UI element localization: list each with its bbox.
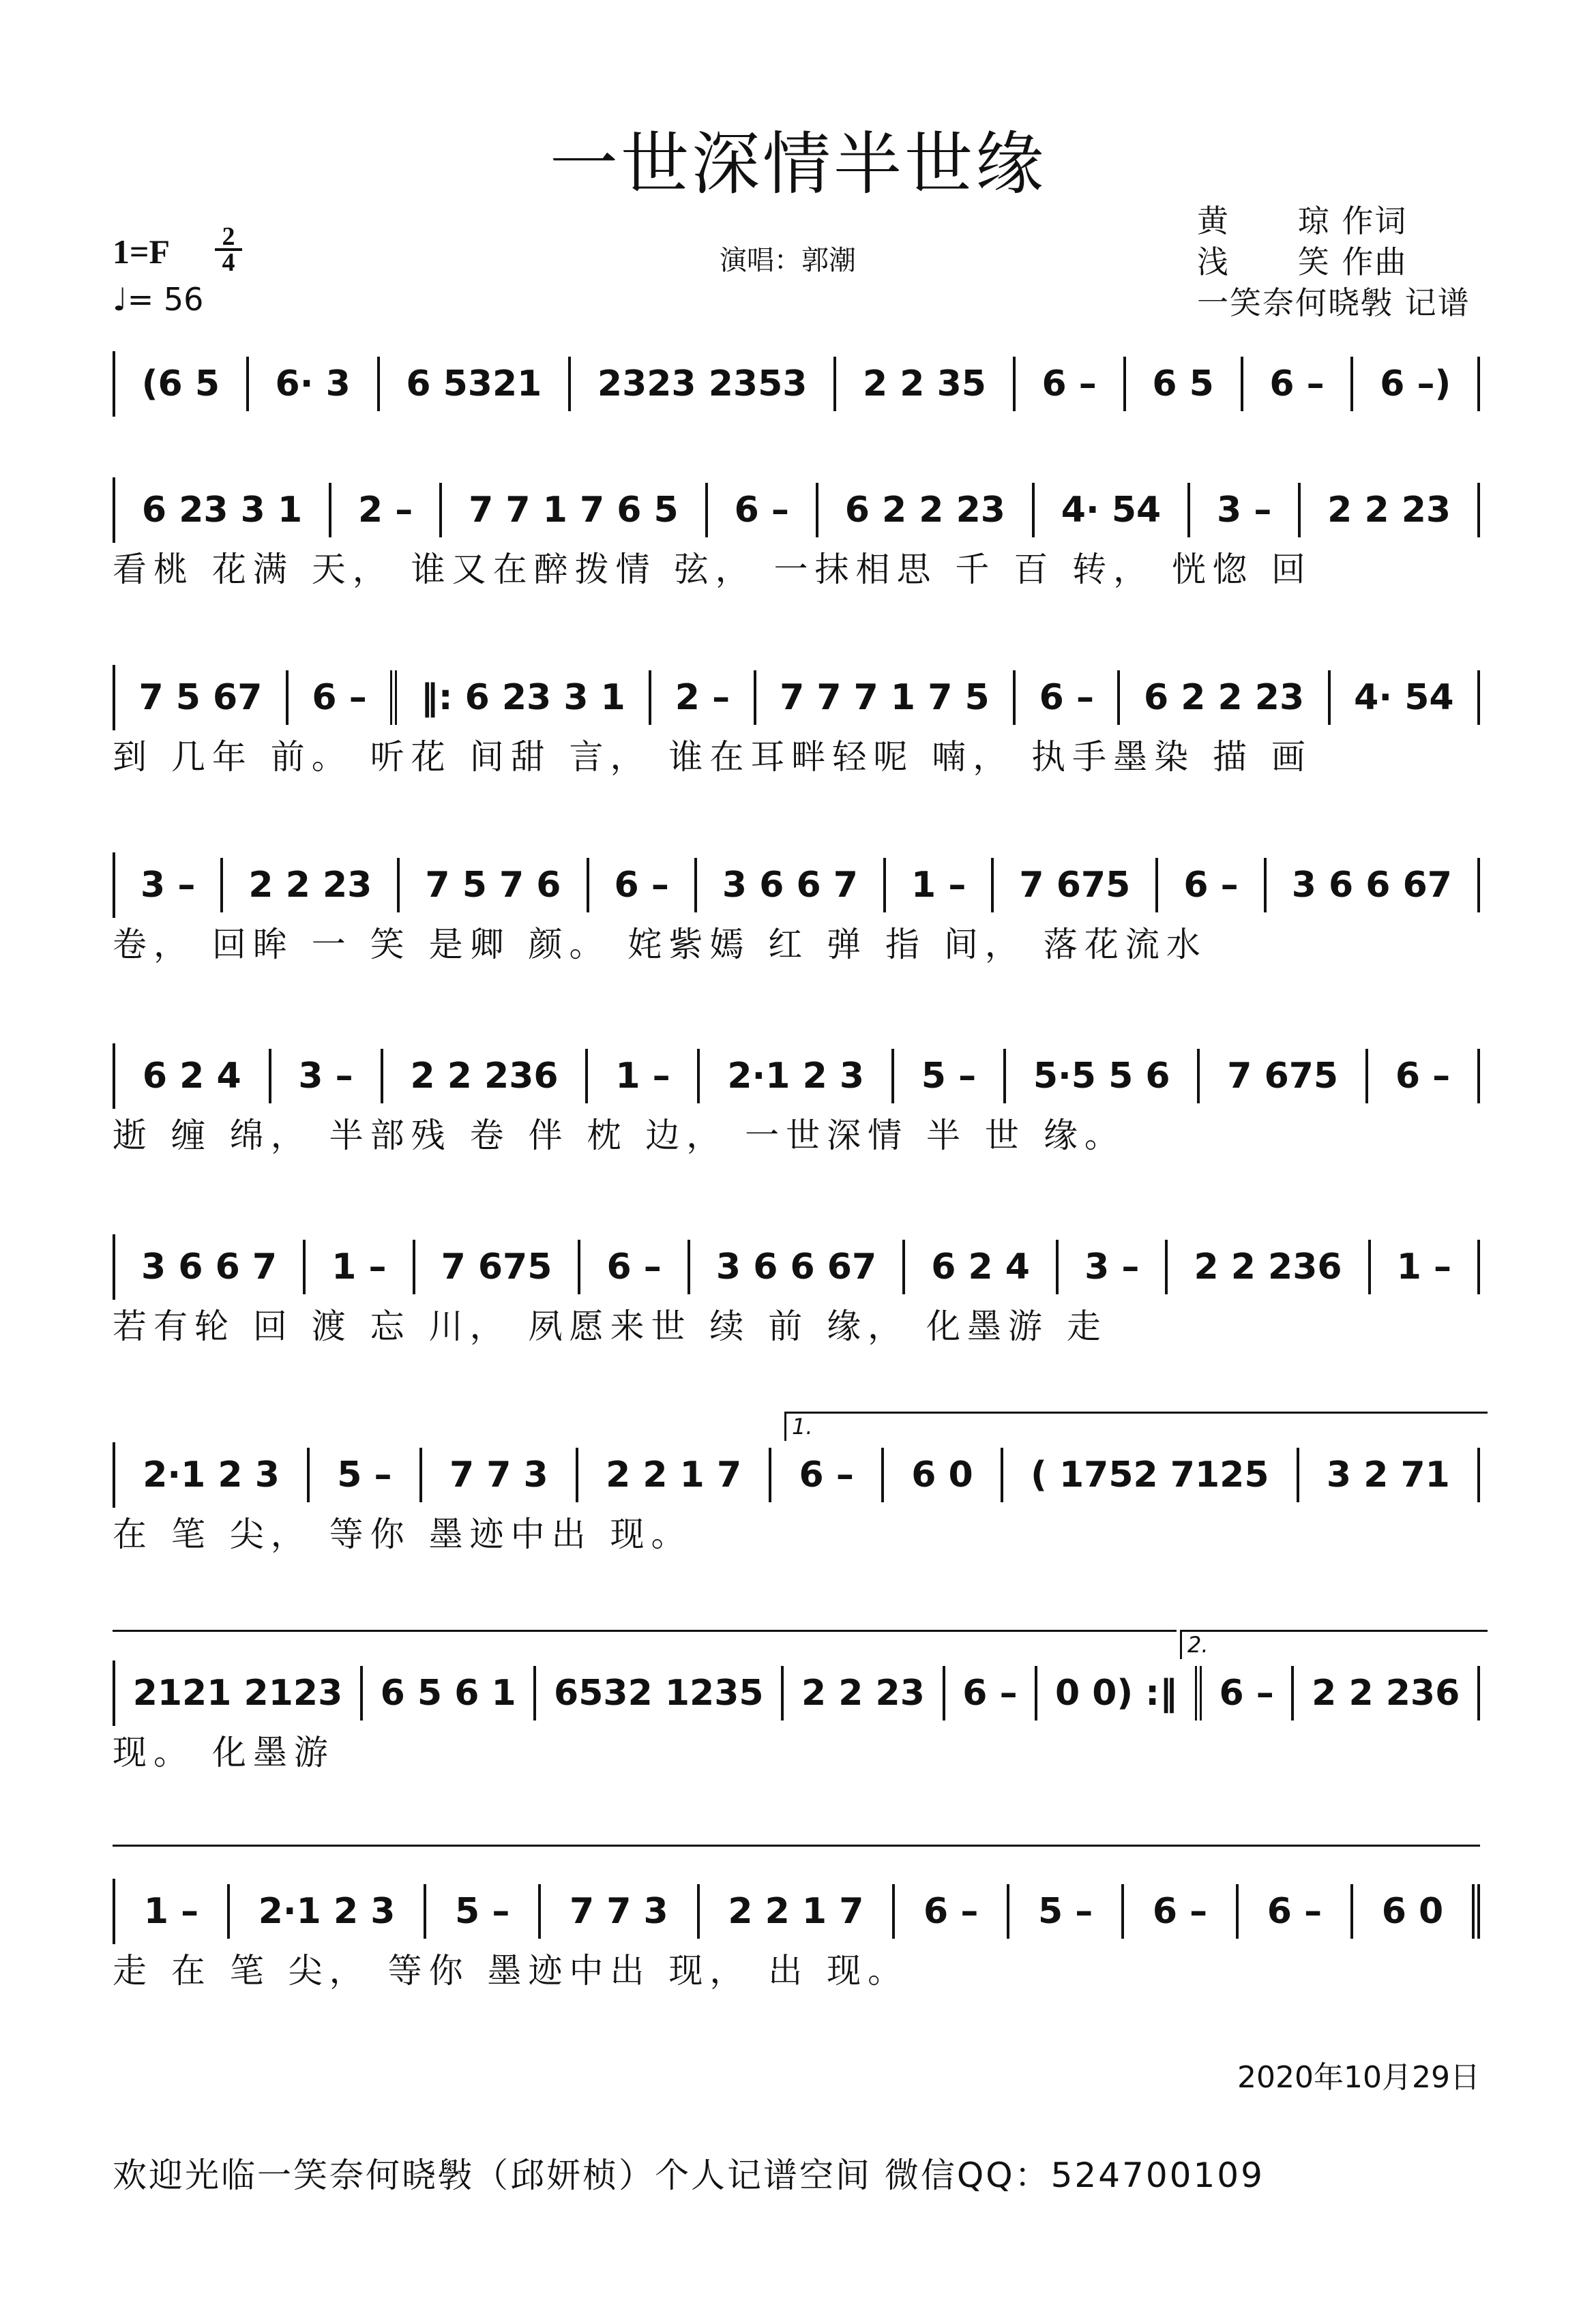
measure: 6 0: [884, 1448, 1003, 1502]
transcriber-credit: 一笑奈何晓斅 记谱: [1197, 284, 1471, 321]
measure: 2 –: [331, 483, 442, 537]
measure: 6 23 3 1: [115, 483, 331, 537]
tempo-marking: ♩= 56: [113, 281, 204, 318]
measure: (6 5: [115, 357, 249, 411]
measure: 3 6 6 7: [697, 858, 886, 912]
measure: 6 2 4: [115, 1049, 271, 1103]
notation-row: [113, 1234, 1480, 1300]
measure: 3 –: [271, 1049, 383, 1103]
measure: 2 2 23: [1301, 483, 1480, 537]
measure: 1 –: [115, 1884, 230, 1939]
lyrics-line: 到 几年 前。 听花 间甜 言， 谁在耳畔轻呢 喃， 执手墨染 描 画: [113, 737, 1312, 777]
measure: 2 –: [651, 670, 756, 725]
measure: 6 –): [1353, 357, 1480, 411]
measure: 6 5 6 1: [363, 1666, 536, 1720]
measure: 2121 2123: [115, 1666, 363, 1720]
measure: 6 –: [580, 1240, 690, 1294]
measure: 3 6 6 7: [115, 1240, 306, 1294]
volta-line: [113, 1845, 1480, 1847]
measure: 6 –: [1243, 357, 1354, 411]
measure: 3 6 6 67: [1267, 858, 1480, 912]
score-row-1: [113, 351, 1480, 417]
score-row-3: [113, 665, 1480, 778]
measure: 6 –: [1016, 357, 1126, 411]
measure: ‖: 6 23 3 1: [397, 670, 651, 725]
measure: 7 675: [415, 1240, 581, 1294]
lyrics-line: 若有轮 回 渡 忘 川， 夙愿来世 续 前 缘， 化墨游 走: [113, 1307, 1108, 1346]
notation-row: [113, 665, 1480, 730]
measure: 2 2 23: [223, 858, 400, 912]
measure: 2 2 35: [836, 357, 1015, 411]
notation-row: [113, 351, 1480, 417]
measure: 7 7 1 7 6 5: [442, 483, 707, 537]
score-row-2: [113, 477, 1480, 591]
footer-note: 欢迎光临一笑奈何晓斅（邱妍桢）个人记谱空间 微信QQ：524700109: [113, 2156, 1265, 2195]
score-row-9: [113, 1879, 1480, 1992]
measure: 6 –: [945, 1666, 1038, 1720]
measure: 6 2 2 23: [1120, 670, 1330, 725]
measure: 3 –: [1059, 1240, 1168, 1294]
measure: 2 2 236: [383, 1049, 589, 1103]
notation-row: [113, 1442, 1480, 1508]
measure: 5 –: [310, 1448, 422, 1502]
measure: 6 –: [289, 670, 397, 725]
measure: 2 2 236: [1168, 1240, 1370, 1294]
measure: 7 5 67: [115, 670, 289, 725]
notation-row: [113, 852, 1480, 918]
measure: 1 –: [588, 1049, 700, 1103]
notation-row: [113, 1660, 1480, 1726]
composer-credit: 浅 笑 作曲: [1197, 243, 1408, 280]
measure: 6 –: [895, 1884, 1009, 1939]
volta-bracket-1: 1.: [784, 1412, 1488, 1441]
measure: 5 –: [1009, 1884, 1124, 1939]
measure: 0 0) :‖: [1037, 1666, 1202, 1720]
measure: 5·5 5 6: [1006, 1049, 1200, 1103]
time-signature: [215, 222, 242, 277]
measure: 2323 2353: [571, 357, 836, 411]
score-row-7: [113, 1442, 1480, 1555]
measure: 1 –: [1371, 1240, 1480, 1294]
score-row-5: [113, 1043, 1480, 1157]
measure: 2 2 1 7: [578, 1448, 771, 1502]
score-title: 一世深情半世缘: [550, 124, 1046, 204]
measure: 6 –: [1368, 1049, 1480, 1103]
measure: 6 5321: [380, 357, 572, 411]
measure: 2·1 2 3: [115, 1448, 310, 1502]
singer-credit: 演唱：郭潮: [720, 245, 856, 276]
measure: 6532 1235: [536, 1666, 784, 1720]
notation-row: [113, 477, 1480, 543]
measure: 6 2 4: [905, 1240, 1059, 1294]
volta-line: [113, 1630, 1177, 1632]
lyrics-line: 看桃 花满 天， 谁又在醉拨情 弦， 一抹相思 千 百 转， 恍惚 回: [113, 550, 1312, 589]
measure: ( 1752 7125: [1003, 1448, 1299, 1502]
measure: 7 7 7 1 7 5: [756, 670, 1016, 725]
measure: 6 0: [1353, 1884, 1480, 1939]
measure: 6 –: [589, 858, 697, 912]
measure: 6 –: [1158, 858, 1266, 912]
meter-top: 2: [222, 222, 235, 251]
measure: 2 2 1 7: [700, 1884, 896, 1939]
lyrics-line: 逝 缠 绵， 半部残 卷 伴 枕 边， 一世深情 半 世 缘。: [113, 1116, 1125, 1155]
measure: 5 –: [894, 1049, 1006, 1103]
measure: 6 –: [1016, 670, 1120, 725]
notation-row: [113, 1879, 1480, 1944]
measure: 2·1 2 3: [700, 1049, 893, 1103]
measure: 7 675: [994, 858, 1158, 912]
measure: 3 6 6 67: [690, 1240, 905, 1294]
meter-bottom: 4: [215, 248, 242, 274]
lyrics-line: 卷， 回眸 一 笑 是卿 颜。 姹紫嫣 红 弹 指 间， 落花流水: [113, 925, 1207, 964]
volta-bracket-2: 2.: [1180, 1630, 1488, 1659]
measure: 6 5: [1126, 357, 1243, 411]
measure: 2 2 236: [1294, 1666, 1480, 1720]
measure: 2·1 2 3: [230, 1884, 426, 1939]
score-row-8: [113, 1660, 1480, 1774]
transcription-date: 2020年10月29日: [1237, 2060, 1480, 2095]
measure: 6 –: [708, 483, 818, 537]
lyrics-line: 走 在 笔 尖， 等你 墨迹中出 现， 出 现。: [113, 1951, 909, 1991]
measure: 7 7 3: [541, 1884, 699, 1939]
measure: 7 675: [1200, 1049, 1368, 1103]
measure: 7 5 7 6: [400, 858, 589, 912]
lyrics-line: 现。 化墨游: [113, 1733, 335, 1772]
lyrics-line: 在 笔 尖， 等你 墨迹中出 现。: [113, 1515, 692, 1554]
measure: 6· 3: [249, 357, 380, 411]
measure: 3 –: [1190, 483, 1301, 537]
measure: 4· 54: [1035, 483, 1190, 537]
measure: 7 7 3: [422, 1448, 578, 1502]
measure: 6 –: [1124, 1884, 1239, 1939]
measure: 5 –: [426, 1884, 541, 1939]
key-signature: 1=F: [113, 233, 171, 271]
measure: 3 2 71: [1299, 1448, 1480, 1502]
measure: 1 –: [886, 858, 994, 912]
measure: 6 2 2 23: [818, 483, 1035, 537]
score-row-6: [113, 1234, 1480, 1347]
measure: 1 –: [306, 1240, 415, 1294]
notation-row: [113, 1043, 1480, 1109]
score-row-4: [113, 852, 1480, 966]
measure: 2 2 23: [784, 1666, 945, 1720]
measure: 4· 54: [1331, 670, 1480, 725]
measure: 6 –: [771, 1448, 884, 1502]
measure: 6 –: [1202, 1666, 1295, 1720]
measure: 3 –: [115, 858, 223, 912]
lyricist-credit: 黄 琼 作词: [1197, 203, 1408, 239]
measure: 6 –: [1239, 1884, 1353, 1939]
